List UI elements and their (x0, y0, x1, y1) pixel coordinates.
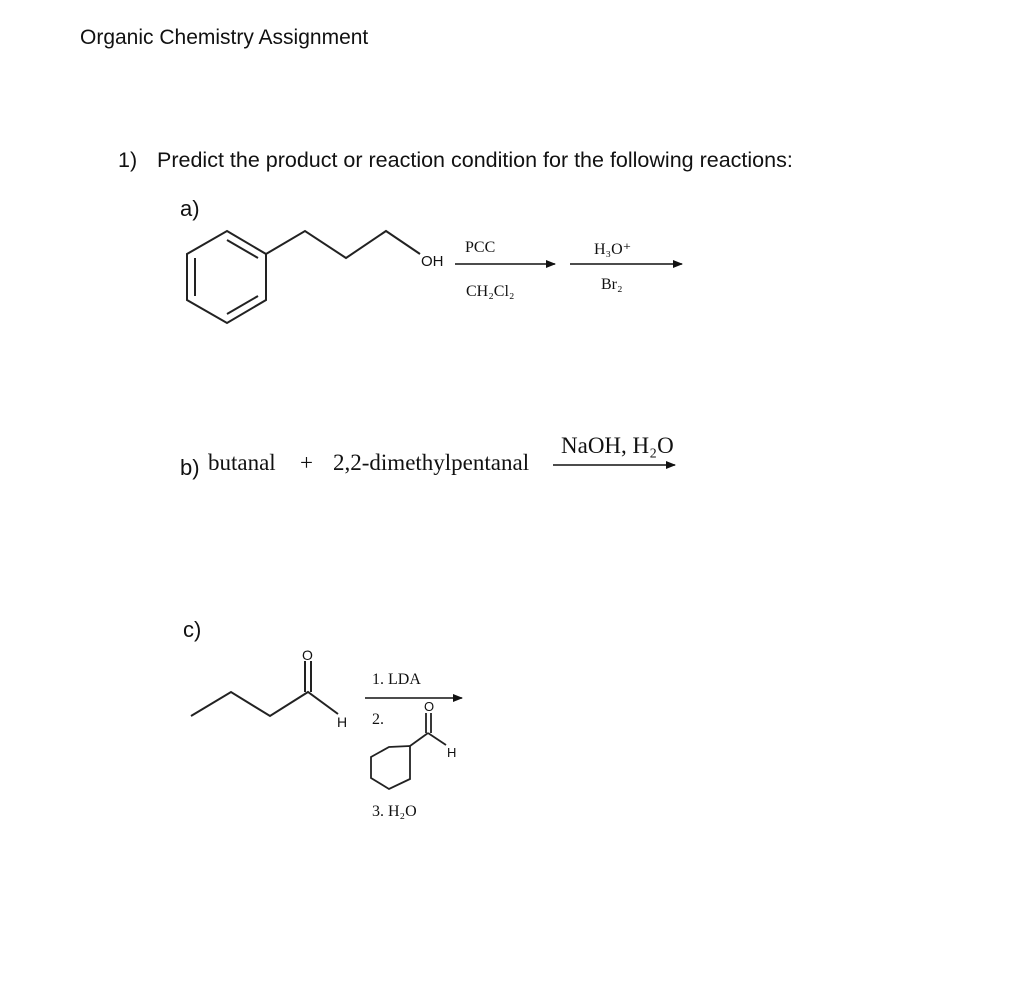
part-c-ring-to-cho (410, 733, 428, 746)
part-b-label: b) (180, 455, 200, 480)
part-c-cho-to-h (428, 733, 446, 745)
part-a-propyl-chain (266, 231, 420, 258)
question-prompt: Predict the product or reaction condition for the following reactions: (157, 148, 793, 172)
reactant-butanal: butanal (208, 450, 276, 475)
part-c-step1: 1. LDA (372, 671, 421, 688)
part-c-step2-oxygen: O (424, 699, 435, 714)
part-c-oxygen-label: O (302, 647, 313, 663)
part-a-ch2cl2: CH₂Cl₂ (466, 283, 515, 300)
part-a-br2: Br₂ (601, 276, 623, 293)
reactant-dimethylpentanal: 2,2-dimethylpentanal (333, 450, 530, 475)
part-a-h3o: H₃O⁺ (594, 241, 632, 258)
part-c-step2-number: 2. (372, 711, 384, 728)
part-a-label: a) (180, 196, 200, 221)
part-a-benzene-ring (187, 231, 266, 323)
part-c-butanal-chain (191, 692, 338, 716)
part-a-pcc: PCC (465, 239, 496, 256)
part-b-conditions: NaOH, H₂O (561, 433, 674, 458)
document-title: Organic Chemistry Assignment (80, 26, 369, 49)
part-c-hydrogen-label: H (337, 714, 348, 730)
part-c-step2-hydrogen: H (447, 745, 457, 760)
question-number: 1) (118, 148, 138, 172)
plus-sign: + (300, 450, 313, 475)
part-c-step3: 3. H₂O (372, 803, 417, 820)
part-a-oh-label: OH (421, 253, 444, 270)
part-c-cyclohexane-ring (371, 746, 410, 789)
part-c-label: c) (183, 617, 202, 642)
